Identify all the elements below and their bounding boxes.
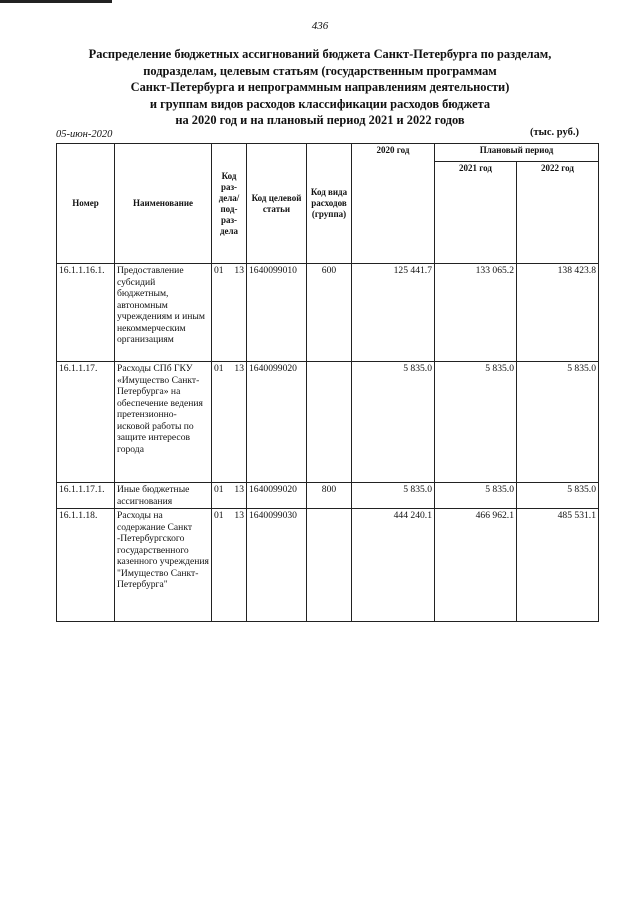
row-name: Предоставление субсидий бюджетным, автономным учреждениям и иным некоммерческим организациям — [115, 264, 212, 362]
podrazdel-code: 13 — [234, 484, 244, 495]
header-2022: 2022 год — [517, 162, 599, 264]
row-2020: 5 835.0 — [352, 483, 435, 509]
row-number: 16.1.1.18. — [57, 509, 115, 622]
header-target-code: Код целевой статьи — [247, 144, 307, 264]
document-title — [40, 46, 600, 129]
row-target-code: 1640099020 — [247, 362, 307, 483]
row-2021: 5 835.0 — [435, 483, 517, 509]
row-section-code — [212, 264, 247, 362]
row-2021: 466 962.1 — [435, 509, 517, 622]
row-2022: 138 423.8 — [517, 264, 599, 362]
row-number: 16.1.1.16.1. — [57, 264, 115, 362]
row-section-code — [212, 362, 247, 483]
row-section-code — [212, 483, 247, 509]
row-2021: 5 835.0 — [435, 362, 517, 483]
row-number: 16.1.1.17.1. — [57, 483, 115, 509]
row-expense-type — [307, 509, 352, 622]
table-row — [57, 483, 599, 509]
corner-mark — [0, 0, 112, 3]
header-number: Номер — [57, 144, 115, 264]
podrazdel-code: 13 — [234, 265, 244, 276]
razdel-code: 01 — [214, 484, 224, 495]
row-target-code: 1640099010 — [247, 264, 307, 362]
budget-table — [56, 143, 599, 622]
row-2022: 485 531.1 — [517, 509, 599, 622]
row-target-code: 1640099020 — [247, 483, 307, 509]
row-2020: 444 240.1 — [352, 509, 435, 622]
razdel-code: 01 — [214, 363, 224, 374]
title-line-2: подразделам, целевым статьям (государственным программам — [143, 63, 497, 78]
podrazdel-code: 13 — [234, 510, 244, 521]
header-2021: 2021 год — [435, 162, 517, 264]
page-number: 436 — [311, 20, 329, 32]
header-expense-type: Код вида расходов (группа) — [307, 144, 352, 264]
podrazdel-code: 13 — [234, 363, 244, 374]
document-date: 05-июн-2020 — [56, 129, 113, 140]
title-line-5: на 2020 год и на плановый период 2021 и 2022 годов — [175, 113, 465, 127]
row-number: 16.1.1.17. — [57, 362, 115, 483]
row-2020: 5 835.0 — [352, 362, 435, 483]
title-line-4: и группам видов расходов классификации расходов бюджета — [149, 96, 491, 111]
row-2020: 125 441.7 — [352, 264, 435, 362]
row-2022: 5 835.0 — [517, 483, 599, 509]
table-row — [57, 264, 599, 362]
table-row — [57, 362, 599, 483]
row-name: Расходы СПб ГКУ «Имущество Санкт-Петербурга» на обеспечение ведения претензионно-исковой работы по защите интересов города — [115, 362, 212, 483]
title-line-1: Распределение бюджетных ассигнований бюджета Санкт-Петербурга по разделам, — [88, 47, 552, 61]
row-expense-type: 600 — [307, 264, 352, 362]
units-label: (тыс. руб.) — [530, 127, 579, 138]
title-line-3: Санкт-Петербурга и непрограммным направлениям деятельности) — [130, 80, 510, 94]
row-name: Иные бюджетные ассигнования — [115, 483, 212, 509]
row-name: Расходы на содержание Санкт -Петербургского государственного казенного учреждения "Имущество Санкт-Петербурга" — [115, 509, 212, 622]
table-row — [57, 509, 599, 622]
row-expense-type — [307, 362, 352, 483]
row-expense-type: 800 — [307, 483, 352, 509]
header-name: Наименование — [115, 144, 212, 264]
row-target-code: 1640099030 — [247, 509, 307, 622]
header-planned-period: Плановый период — [435, 144, 599, 162]
header-2020: 2020 год — [352, 144, 435, 264]
row-2022: 5 835.0 — [517, 362, 599, 483]
row-2021: 133 065.2 — [435, 264, 517, 362]
row-section-code — [212, 509, 247, 622]
razdel-code: 01 — [214, 510, 224, 521]
header-section-code: Код раз-дела/ под-раз-дела — [212, 144, 247, 264]
razdel-code: 01 — [214, 265, 224, 276]
